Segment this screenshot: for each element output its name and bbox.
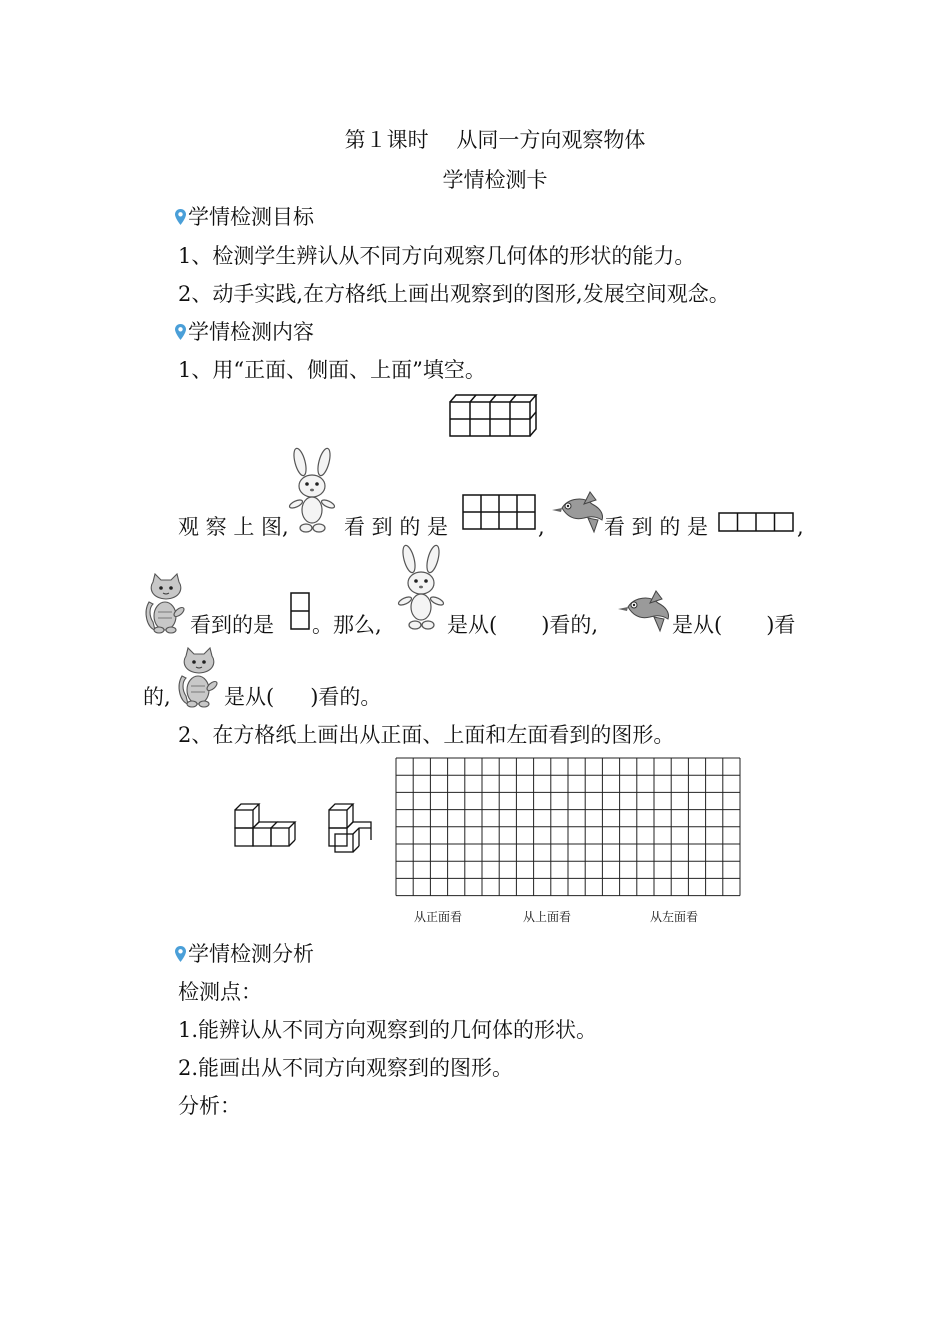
goal-1: 1、检测学生辨认从不同方向观察几何体的形状的能力。 <box>178 244 696 268</box>
point-1: 1.能辨认从不同方向观察到的几何体的形状。 <box>178 1018 598 1042</box>
comma-2: , <box>797 515 804 539</box>
saw-cat-text: 看到的是 <box>190 613 274 637</box>
content-heading-row <box>175 318 314 346</box>
grid-label-top: 从上面看 <box>523 910 572 924</box>
location-pin-icon <box>175 209 186 225</box>
page-subtitle: 学情检测卡 <box>442 168 548 192</box>
rabbit-from-row <box>447 611 598 639</box>
cat-icon <box>176 646 224 708</box>
bird-icon <box>614 588 672 634</box>
grid-label-left: 从左面看 <box>650 910 699 924</box>
grid-label-front: 从正面看 <box>414 910 463 924</box>
analysis-heading-row <box>175 940 314 968</box>
rabbit-icon <box>395 545 447 633</box>
rabbit-close-text: )看的, <box>541 613 599 637</box>
analysis-label: 分析： <box>178 1094 241 1118</box>
goal-2: 2、动手实践,在方格纸上画出观察到的图形,发展空间观念。 <box>178 282 730 306</box>
goal-heading: 学情检测目标 <box>188 205 314 229</box>
goal-heading-row <box>175 203 314 231</box>
then-text: 。那么, <box>312 613 382 637</box>
saw-rabbit-text: 看 到 的 是 <box>344 515 449 539</box>
observe-text: 观 察 上 图, <box>178 515 289 539</box>
content-heading: 学情检测内容 <box>188 320 314 344</box>
cube-stack-figure-1 <box>232 800 304 850</box>
bird-from-row <box>672 611 795 639</box>
analysis-heading: 学情检测分析 <box>188 942 314 966</box>
front-view-figure <box>462 494 538 532</box>
cat-from-text: 是从( <box>224 685 275 709</box>
point-2: 2.能画出从不同方向观察到的图形。 <box>178 1056 514 1080</box>
question-1: 1、用“正面、侧面、上面”填空。 <box>178 358 486 382</box>
side-view-figure <box>290 592 312 632</box>
top-view-figure <box>718 512 796 534</box>
location-pin-icon <box>175 324 186 340</box>
bird-from-text: 是从( <box>672 613 723 637</box>
saw-bird-text: 看 到 的 是 <box>604 515 709 539</box>
cuboid-figure <box>448 392 538 440</box>
rabbit-icon <box>286 448 338 536</box>
cat-from-row <box>224 683 381 711</box>
location-pin-icon <box>175 946 186 962</box>
drawing-grid[interactable] <box>395 757 741 905</box>
question-2: 2、在方格纸上画出从正面、上面和左面看到的图形。 <box>178 723 675 747</box>
cube-stack-figure-2 <box>326 800 380 856</box>
bird-close-text: )看 <box>766 613 796 637</box>
de-text: 的, <box>143 685 171 709</box>
bird-icon <box>548 490 606 534</box>
rabbit-from-text: 是从( <box>447 613 498 637</box>
comma-1: , <box>538 515 545 539</box>
cat-close-text: )看的。 <box>310 685 382 709</box>
points-label: 检测点： <box>178 980 262 1004</box>
page-title: 第１课时 从同一方向观察物体 <box>344 128 646 152</box>
cat-icon <box>143 572 191 634</box>
